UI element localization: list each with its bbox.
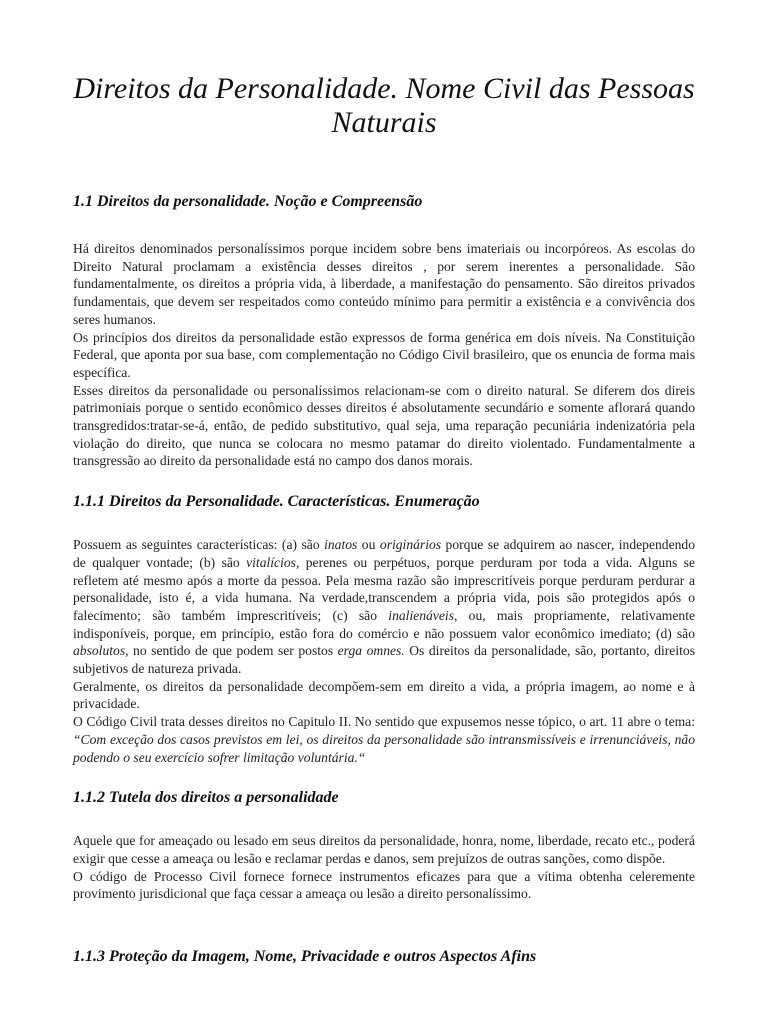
- section-heading: 1.1.1 Direitos da Personalidade. Características. Enumeração: [73, 493, 480, 511]
- body-paragraph: Geralmente, os direitos da personalidade decompõem-sem em direito a vida, a própria imagem, ao nome e à privacidade.: [73, 678, 695, 712]
- italic-term: erga omnes.: [337, 643, 405, 659]
- italic-term: “Com exceção dos casos previstos em lei, os direitos da personalidade são intransmissíveis e irrenunciáveis, não podendo o seu exercício sofrer limitação voluntária.“: [73, 731, 695, 765]
- section-3: [73, 788, 695, 903]
- section-4: [73, 947, 695, 967]
- italic-term: inalienáveis: [388, 607, 454, 623]
- body-paragraph: Esses direitos da personalidade ou personalíssimos relacionam-se com o direito natural. Se diferem dos direis patrimoniais porque o sentido econômico desses direitos é absolutamente secundário e somente aflorará quando transgredidos:tratar-se-á, então, de pedido substitutivo, qual seja, uma reparação pecuniária indenizatória pela violação do direito, que nunca se colocara no mesmo patamar do direito violentado. Fundamentalmente a transgressão ao direito da personalidade está no campo dos danos morais.: [73, 382, 695, 469]
- document-title: Direitos da Personalidade. Nome Civil das Pessoas Naturais: [73, 72, 695, 139]
- italic-term: absolutos: [73, 643, 126, 659]
- section-heading: 1.1.3 Proteção da Imagem, Nome, Privacidade e outros Aspectos Afins: [73, 948, 537, 966]
- body-paragraph: Há direitos denominados personalíssimos porque incidem sobre bens imateriais ou incorpóreos. As escolas do Direito Natural proclamam a existência desses direitos , por serem inerentes a personalidade. São fundamentalmente, os direitos a própria vida, à liberdade, a manifestação do pensamento. São direitos privados fundamentais, que devem ser respeitados como conteúdo mínimo para permitir a existência e a convivência dos seres humanos.: [73, 241, 695, 327]
- body-paragraph: O Código Civil trata desses direitos no Capitulo II. No sentido que expusemos nesse tópico, o art. 11 abre o tema: “Com exceção dos casos previstos em lei, os direitos da personalidade são intransmissíveis e irrenunciáveis, não podendo o seu exercício sofrer limitação voluntária.“: [73, 714, 695, 765]
- section-heading: 1.1.2 Tutela dos direitos a personalidade: [73, 789, 339, 807]
- body-paragraph: Possuem as seguintes características: (a) são inatos ou originários porque se adquirem ao nascer, independendo de qualquer vontade; (b) são vitalícios, perenes ou perpétuos, porque perduram por toda a vida. Alguns se refletem até mesmo após a morte da pessoa. Pela mesma razão são imprescritíveis porque perduram perdurar a personalidade, isto é, a vida humana. Na verdade,transcendem a própria vida, pois são protegidos após o falecimento; são também imprescritíveis; (c) são inalienáveis, ou, mais propriamente, relativamente indisponíveis, porque, em princípio, estão fora do comércio e não possuem valor econômico imediato; (d) são absolutos, no sentido de que podem ser postos erga omnes. Os direitos da personalidade, são, portanto, direitos subjetivos de natureza privada.: [73, 537, 696, 677]
- italic-term: inatos: [324, 537, 358, 553]
- body-paragraph: Aquele que for ameaçado ou lesado em seus direitos da personalidade, honra, nome, liberdade, recato etc., poderá exigir que cesse a ameaça ou lesão e reclamar perdas e danos, sem prejuízos de outras sanções, como dispõe.: [73, 833, 695, 866]
- document-body: [73, 192, 695, 967]
- body-paragraph: Os princípios dos direitos da personalidade estão expressos de forma genérica em dois níveis. Na Constituição Federal, que aponta por sua base, com complementação no Código Civil brasileiro, que os enuncia de forma mais específica.: [73, 329, 695, 380]
- italic-term: originários: [379, 537, 442, 553]
- body-paragraph: O código de Processo Civil fornece fornece instrumentos eficazes para que a vítima obtenha celeremente provimento jurisdicional que faça cessar a ameaça ou lesão a direito personalíssimo.: [73, 868, 695, 902]
- section-2: [73, 492, 695, 766]
- section-1: [73, 192, 695, 470]
- italic-term: vitalícios: [246, 554, 296, 570]
- section-heading: 1.1 Direitos da personalidade. Noção e Compreensão: [73, 193, 423, 210]
